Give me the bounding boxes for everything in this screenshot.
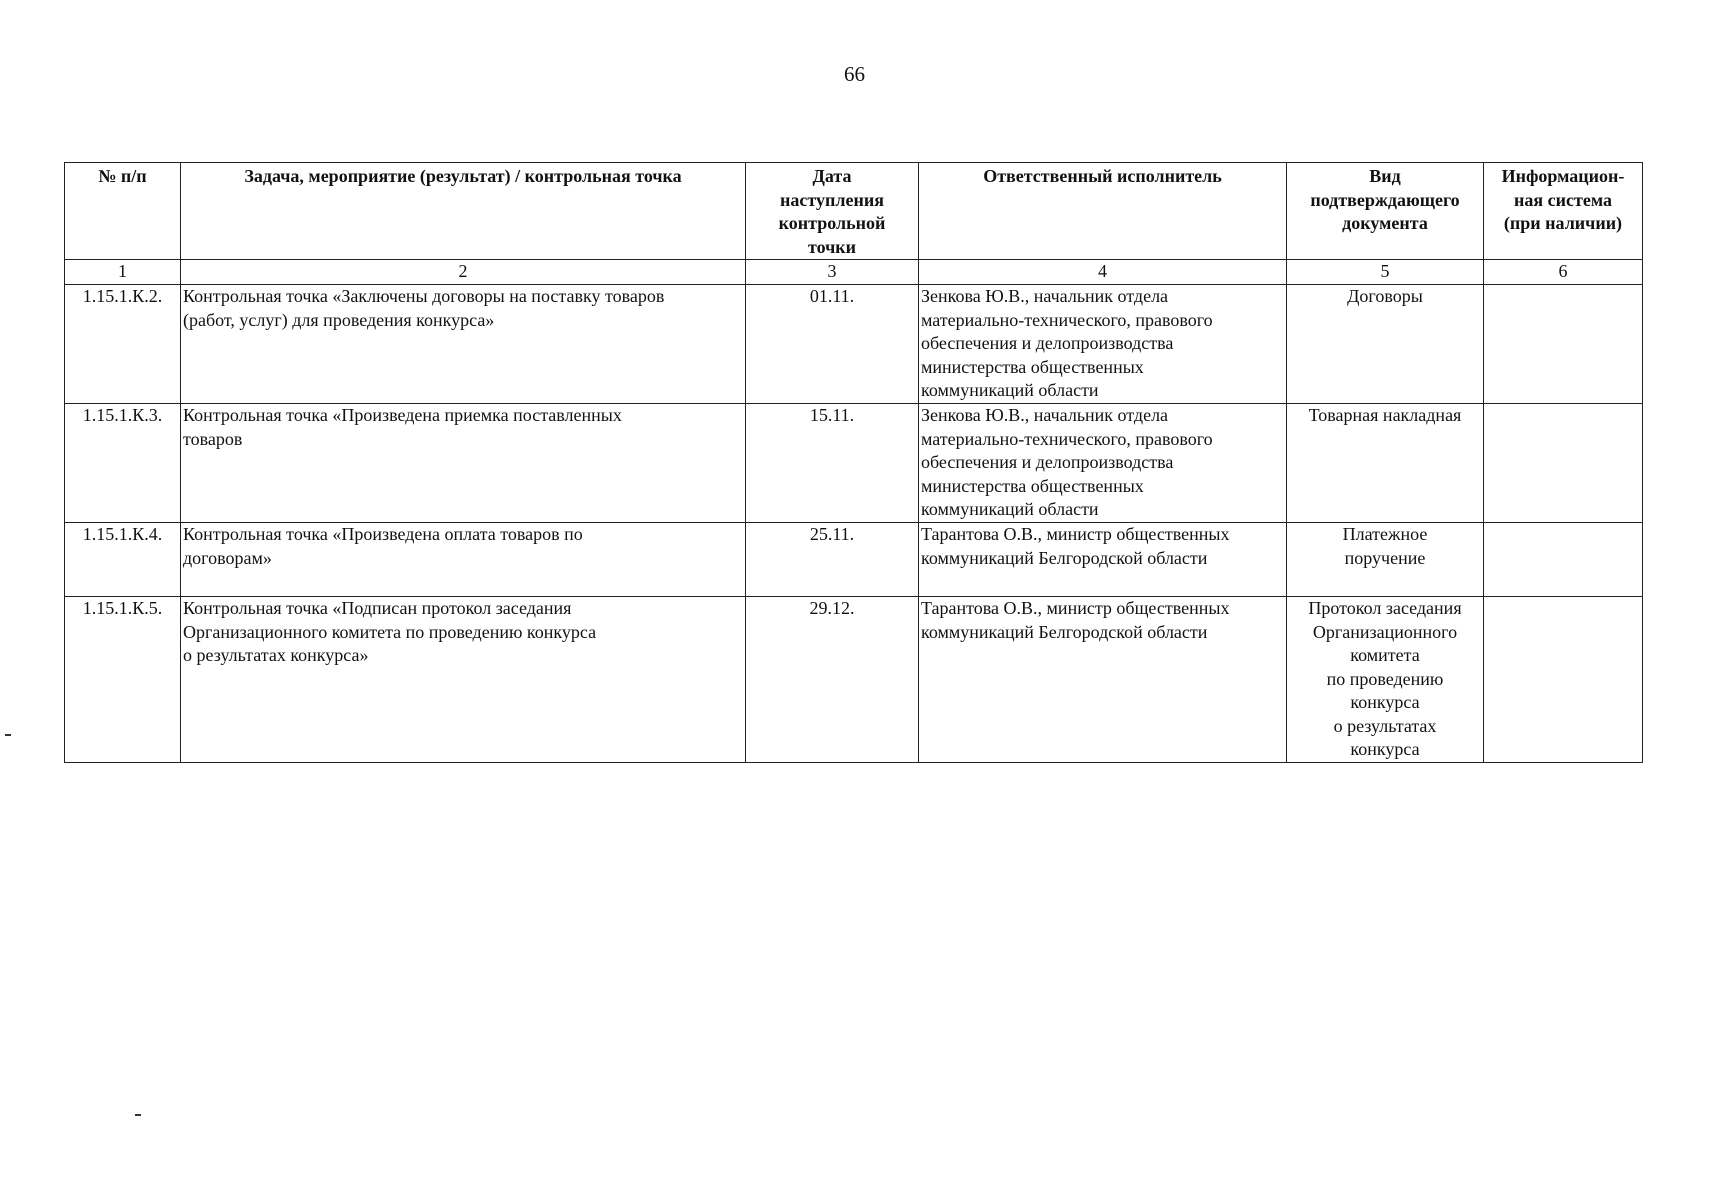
scan-mark — [135, 1114, 141, 1116]
header-system: Информацион- ная система (при наличии) — [1484, 163, 1643, 260]
row-document: Товарная накладная — [1287, 404, 1484, 523]
row-executor: Тарантова О.В., министр общественных коммуникаций Белгородской области — [919, 523, 1287, 597]
header-number: № п/п — [65, 163, 181, 260]
row-task: Контрольная точка «Произведена приемка поставленных товаров — [181, 404, 746, 523]
header-row — [65, 163, 1643, 260]
row-document: Платежное поручение — [1287, 523, 1484, 597]
row-system — [1484, 404, 1643, 523]
row-date: 29.12. — [746, 597, 919, 763]
column-number: 1 — [65, 260, 181, 285]
row-task: Контрольная точка «Произведена оплата товаров по договорам» — [181, 523, 746, 597]
header-task: Задача, мероприятие (результат) / контрольная точка — [181, 163, 746, 260]
column-number: 3 — [746, 260, 919, 285]
row-date: 01.11. — [746, 285, 919, 404]
row-number: 1.15.1.К.4. — [65, 523, 181, 597]
row-date: 15.11. — [746, 404, 919, 523]
column-number: 6 — [1484, 260, 1643, 285]
row-executor: Зенкова Ю.В., начальник отдела материально-технического, правового обеспечения и делопроизводства министерства общественных коммуникаций области — [919, 404, 1287, 523]
table-row — [65, 285, 1643, 404]
row-system — [1484, 285, 1643, 404]
row-task: Контрольная точка «Заключены договоры на поставку товаров (работ, услуг) для проведения конкурса» — [181, 285, 746, 404]
row-task: Контрольная точка «Подписан протокол заседания Организационного комитета по проведению конкурса о результатах конкурса» — [181, 597, 746, 763]
row-number: 1.15.1.К.5. — [65, 597, 181, 763]
row-system — [1484, 523, 1643, 597]
page-number: 66 — [844, 62, 865, 86]
table-row — [65, 404, 1643, 523]
row-executor: Тарантова О.В., министр общественных коммуникаций Белгородской области — [919, 597, 1287, 763]
row-number: 1.15.1.К.2. — [65, 285, 181, 404]
header-date: Дата наступления контрольной точки — [746, 163, 919, 260]
row-number: 1.15.1.К.3. — [65, 404, 181, 523]
header-executor: Ответственный исполнитель — [919, 163, 1287, 260]
header-document: Вид подтверждающего документа — [1287, 163, 1484, 260]
table-row — [65, 597, 1643, 763]
column-number: 4 — [919, 260, 1287, 285]
row-system — [1484, 597, 1643, 763]
row-executor: Зенкова Ю.В., начальник отдела материально-технического, правового обеспечения и делопроизводства министерства общественных коммуникаций области — [919, 285, 1287, 404]
table-row — [65, 523, 1643, 597]
row-document: Протокол заседания Организационного комитета по проведению конкурса о результатах конкурса — [1287, 597, 1484, 763]
row-document: Договоры — [1287, 285, 1484, 404]
column-number: 5 — [1287, 260, 1484, 285]
row-date: 25.11. — [746, 523, 919, 597]
column-number-row — [65, 260, 1643, 285]
control-points-table — [64, 162, 1643, 763]
column-number: 2 — [181, 260, 746, 285]
scan-mark — [5, 734, 11, 736]
